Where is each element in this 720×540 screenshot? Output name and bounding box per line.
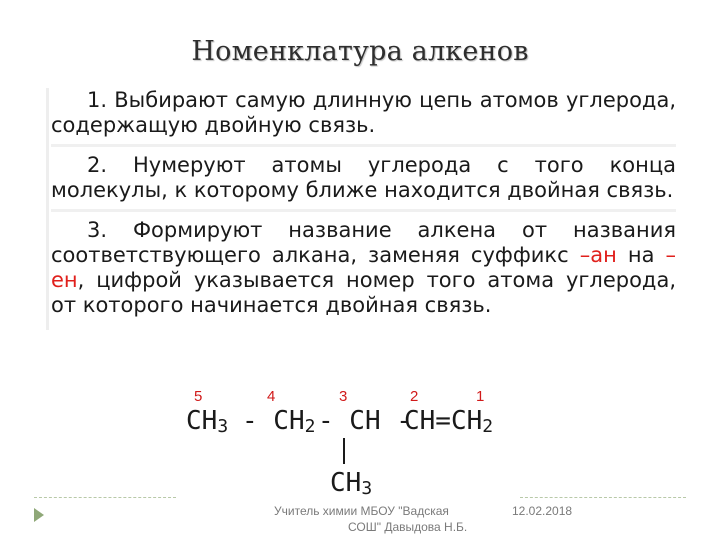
- rule-3-text-a: 3. Формируют название алкена от названия соответствующего алкана, заменяя суффикс: [51, 218, 676, 267]
- vertical-bond: [343, 438, 345, 464]
- footer-divider-left: [34, 497, 176, 498]
- rule-1: 1. Выбирают самую длинную цепь атомов углерода, содержащую двойную связь.: [51, 88, 676, 147]
- carbon-number-4: 4: [267, 388, 276, 405]
- carbon-number-5: 5: [194, 388, 203, 405]
- group-ch3-left: $CH_3$: [186, 406, 229, 437]
- carbon-number-3: 3: [339, 388, 348, 405]
- footer-divider-right: [520, 497, 686, 498]
- group-ch: - CH -: [318, 406, 412, 436]
- rule-3-text-c: , цифрой указывается номер того атома углерода, от которого начинается двойная связь.: [51, 268, 676, 317]
- nav-arrow-icon[interactable]: [34, 508, 44, 522]
- rule-3-text-b: на: [616, 243, 666, 267]
- suffix-old: –ан: [579, 243, 617, 267]
- slide-title: Номенклатура алкенов: [191, 36, 529, 67]
- footer-author-line-1: Учитель химии МБОУ "Вадская: [274, 504, 449, 518]
- group-ch-double-ch2: $CH=CH_2$: [404, 406, 494, 437]
- footer-date: 12.02.2018: [512, 504, 573, 518]
- group-ch2: - $CH_2$: [242, 406, 316, 437]
- footer-author-line-2: СОШ" Давыдова Н.Б.: [348, 520, 468, 534]
- carbon-number-2: 2: [410, 388, 419, 405]
- carbon-number-1: 1: [476, 388, 485, 405]
- suffix-new: –ен: [51, 243, 677, 292]
- group-ch3-branch: $CH_3$: [330, 468, 373, 499]
- rule-2: 2. Нумеруют атомы углерода с того конца молекулы, к которому ближе находится двойная связь.: [51, 153, 676, 212]
